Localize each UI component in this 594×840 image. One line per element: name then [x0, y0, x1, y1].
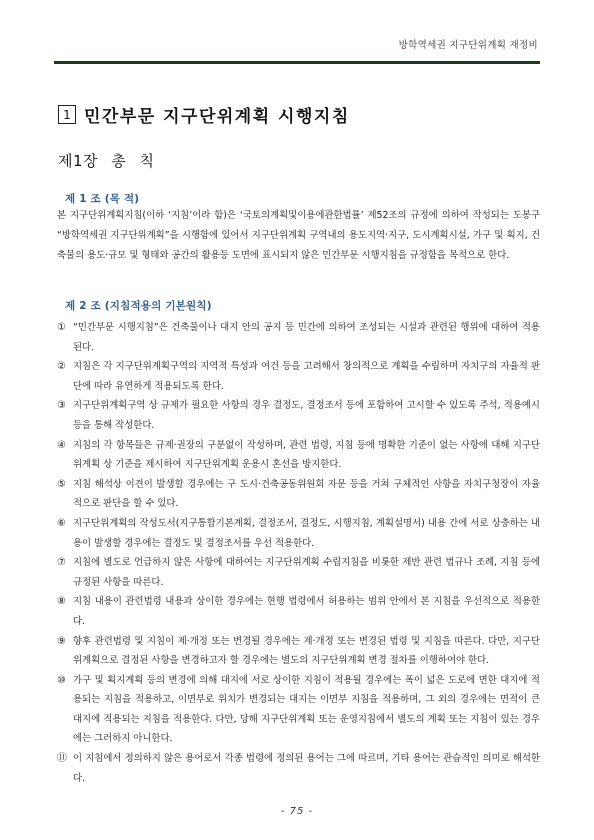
principle-number: ④: [57, 439, 66, 451]
principle-text: 지침에 별도로 언급하지 않은 사항에 대하여는 지구단위계획 수립지침을 비롯한 제반 관련 법규나 조례, 지침 등에 규정된 사항을 따른다.: [73, 557, 540, 588]
principle-number: ⑨: [57, 635, 66, 647]
principle-text: 지침은 각 지구단위계획구역의 지역적 특성과 여건 등을 고려해서 창의적으로 계획을 수립하며 자치구의 자율적 판단에 따라 유연하게 적용되도록 한다.: [73, 361, 540, 392]
principle-item: [57, 553, 540, 592]
principle-number: ⑩: [57, 674, 66, 686]
section-title: [58, 102, 350, 127]
principle-text: 지침 해석상 이견이 발생할 경우에는 구 도시·건축공동위원회 자문 등을 거쳐 구체적인 사항을 자치구청장이 자율적으로 판단을 할 수 있다.: [73, 478, 540, 510]
principle-text: 지구단위계획의 작성도서(지구통합기본계획, 결정조서, 결정도, 시행지침, 계획설명서) 내용 간에 서로 상충하는 내용이 발생할 경우에는 결정도 및 결정조서를 우선 적용한다.: [73, 517, 540, 549]
principle-text: 향후 관련법령 및 지침이 제·개정 또는 변경될 경우에는 제·개정 또는 변경된 법령 및 지침을 따른다. 다만, 지구단위계획으로 결정된 사항을 변경하고자 할 경우에는 별도의 지구단위계획 변경 절차를 이행하여야 한다.: [73, 635, 540, 667]
principle-item: [57, 436, 540, 475]
principle-number: ⑦: [57, 557, 66, 569]
principle-number: ⑥: [57, 517, 66, 529]
principle-number: ⑤: [57, 478, 66, 490]
principle-text: 지구단위계획구역 상 규제가 필요한 사항의 경우 결정도, 결정조서 등에 포함하여 고시할 수 있도록 주석, 적용예시 등을 통해 작성한다.: [73, 400, 540, 431]
section-number-box: 1: [58, 105, 76, 124]
header-rule: [54, 61, 540, 64]
article-1-heading: 제 1 조 (목 적): [65, 193, 140, 205]
article-2-principles-list: [57, 318, 540, 788]
principle-text: 가구 및 획지계획 등의 변경에 의해 대지에 서로 상이한 지침이 적용될 경우에는 폭이 넓은 도로에 면한 대지에 적용되는 지침을 적용하고, 이면부로 위치가 변경되는 대지는 이면부 지침을 적용하며, 그 외의 경우에는 면적이 큰 대지에 적용되는 지침을 적용한다. 다만, 당해 지구단위계획 또는 운영지침에서 별도의 계획 또는 지침이 있는 경우에는 그러하지 아니한다.: [73, 674, 540, 745]
chapter-title: 제1장 총 칙: [58, 152, 155, 170]
principle-item: [57, 749, 540, 788]
principle-item: [57, 475, 540, 514]
principle-number: ②: [57, 361, 66, 373]
principle-item: [57, 592, 540, 631]
principle-text: 지침 내용이 관련법령 내용과 상이한 경우에는 현행 법령에서 허용하는 범위 안에서 본 지침을 우선적으로 적용한다.: [73, 596, 540, 627]
principle-text: 이 지침에서 정의하지 않은 용어로서 각종 법령에 정의된 용어는 그에 따르며, 기타 용어는 관습적인 의미로 해석한다.: [73, 753, 540, 784]
principle-item: [57, 396, 540, 435]
principle-number: ③: [57, 400, 66, 412]
page-number: - 75 -: [280, 806, 314, 817]
principle-item: [57, 357, 540, 396]
article-2-heading: 제 2 조 (지침적용의 기본원칙): [65, 300, 212, 312]
principle-number: ⑧: [57, 596, 66, 608]
article-1-body: 본 지구단위계획지침(이하 ‘지침’이라 함)은 ‘국토의계획및이용에관한법률’ 제52조의 규정에 의하여 작성되는 도봉구 “방학역세권 지구단위계획”을 시행함에 있어서 지구단위계획 구역내의 용도지역·지구, 도시계획시설, 가구 및 획지, 건축물의 용도·규모 및 형태와 공간의 활용등 도면에 표시되지 않은 민간부문 시행지침을 규정함을 목적으로 한다.: [57, 210, 540, 261]
principle-item: [57, 318, 540, 357]
principle-number: ①: [57, 322, 66, 333]
principle-item: [57, 514, 540, 553]
principle-item: [57, 671, 540, 749]
section-title-text: 민간부문 지구단위계획 시행지침: [84, 107, 350, 127]
principle-text: 지침의 각 항목들은 규제·권장의 구분없이 작성하며, 관련 법령, 지침 등에 명확한 기준이 없는 사항에 대해 지구단위계획 상 기준을 제시하여 지구단위계획 운용시 혼선을 방지한다.: [73, 439, 540, 471]
running-header-title: 방학역세권 지구단위계획 재정비: [398, 40, 538, 51]
principle-item: [57, 632, 540, 671]
principle-number: ⑪: [57, 753, 67, 765]
principle-text: “민간부문 시행지침”은 건축물이나 대지 안의 공지 등 민간에 의하여 조성되는 시설과 관련된 행위에 대하여 적용된다.: [73, 322, 540, 353]
